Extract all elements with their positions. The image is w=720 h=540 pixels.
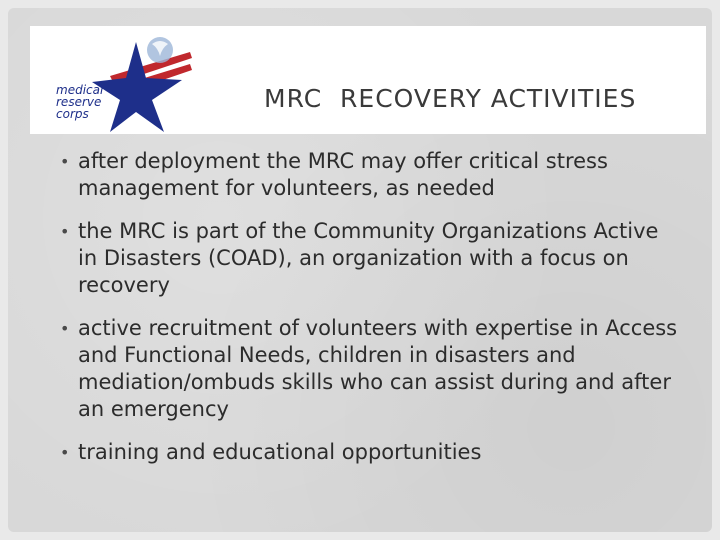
bullet-dot-icon: • — [60, 443, 70, 462]
bullet-item — [60, 315, 680, 423]
bullet-text: after deployment the MRC may offer critical stress management for volunteers, as needed — [78, 149, 608, 200]
header-band — [30, 26, 706, 134]
bullet-item — [60, 148, 680, 202]
bullet-dot-icon: • — [60, 319, 70, 338]
bullet-text: active recruitment of volunteers with expertise in Access and Functional Needs, children in disasters and mediation/ombuds skills who can assist during and after an emergency — [78, 316, 678, 421]
bullet-item — [60, 218, 680, 299]
bullet-dot-icon: • — [60, 152, 70, 171]
bullet-list — [60, 148, 680, 482]
bullet-text: the MRC is part of the Community Organizations Active in Disasters (COAD), an organization with a focus on recovery — [78, 219, 659, 297]
logo-wordmark — [56, 84, 156, 120]
slide-title: MRC RECOVERY ACTIVITIES — [264, 84, 637, 113]
slide — [8, 8, 712, 532]
logo-line-3: corps — [56, 107, 89, 121]
logo-line-2: reserve — [56, 95, 102, 109]
bullet-text: training and educational opportunities — [78, 440, 482, 464]
logo-line-1: medical — [56, 83, 104, 97]
bullet-dot-icon: • — [60, 222, 70, 241]
bullet-item — [60, 439, 680, 466]
medical-reserve-corps-logo — [40, 32, 200, 132]
